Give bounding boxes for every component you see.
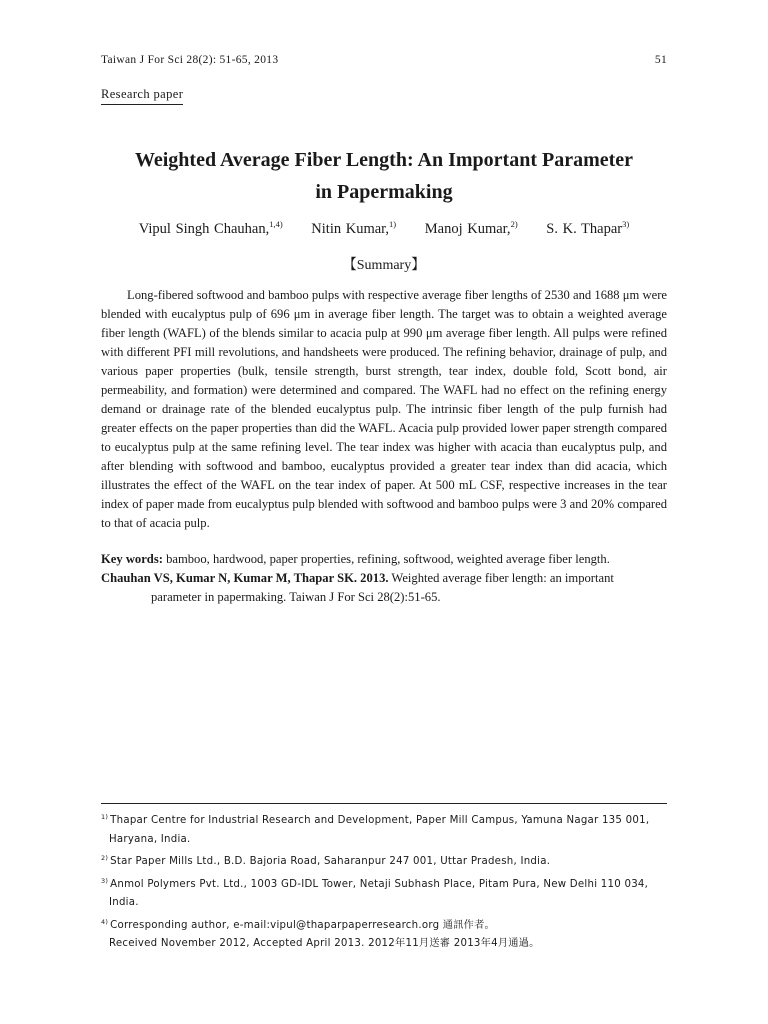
author-name: Nitin Kumar, [311, 221, 390, 237]
author-list [100, 219, 668, 238]
footnote-mark: 1) [101, 813, 109, 821]
author-affiliation-mark: 2) [510, 219, 518, 229]
keywords-line [101, 550, 667, 569]
received-accepted-note [101, 935, 667, 954]
article-type-label: Research paper [101, 87, 183, 105]
author-name: S. K. Thapar [546, 221, 623, 237]
footnote-text: Corresponding author, e-mail:vipul@thaparpaperresearch.org 通訊作者。 [110, 919, 495, 931]
keywords-label: Key words: [101, 552, 163, 566]
journal-citation: Taiwan J For Sci 28(2): 51-65, 2013 [101, 54, 279, 66]
citation-text: Weighted average fiber length: an important parameter in papermaking. Taiwan J For Sci 28(2):51-65. [151, 571, 614, 604]
author-4 [546, 221, 629, 237]
title-line-1: Weighted Average Fiber Length: An Important Parameter [134, 149, 634, 171]
paper-title [100, 144, 668, 208]
footnote-text: Received November 2012, Accepted April 2013. 2012年11月送審 2013年4月通過。 [109, 938, 540, 949]
author-1 [139, 221, 283, 237]
keywords-text: bamboo, hardwood, paper properties, refining, softwood, weighted average fiber length. [162, 552, 610, 566]
footnote-1 [101, 808, 667, 849]
citation-authors: Chauhan VS, Kumar N, Kumar M, Thapar SK. 2013. [101, 571, 389, 585]
footnote-2 [101, 849, 667, 872]
footnote-text: Anmol Polymers Pvt. Ltd., 1003 GD-IDL Tower, Netaji Subhash Place, Pitam Pura, New Delhi 110 034, India. [109, 878, 649, 908]
footnote-text: Star Paper Mills Ltd., B.D. Bajoria Road, Saharanpur 247 001, Uttar Pradesh, India. [110, 856, 551, 867]
footnote-4 [101, 913, 667, 936]
author-affiliation-mark: 3) [622, 219, 630, 229]
title-line-2: in Papermaking [315, 181, 453, 203]
footnote-mark: 3) [101, 876, 109, 885]
author-2 [311, 221, 396, 237]
author-affiliation-mark: 1) [389, 219, 397, 229]
footnotes [101, 808, 667, 954]
footnote-text: Thapar Centre for Industrial Research and Development, Paper Mill Campus, Yamuna Nagar 135 001, Haryana, India. [109, 815, 650, 845]
footnote-mark: 2) [101, 854, 109, 862]
page-number: 51 [654, 54, 667, 66]
author-3 [425, 221, 518, 237]
running-header [101, 54, 667, 70]
abstract-text: Long-fibered softwood and bamboo pulps with respective average fiber lengths of 2530 and 1688 μm were blended with eucalyptus pulp of 696 μm in average fiber length. The target was to obtain a weighted average fiber length (WAFL) of the blends similar to acacia pulp at 990 μm average fiber length. All pulps were refined with different PFI mill revolutions, and handsheets were produced. The refining behavior, drainage of pulp, and various paper properties (bulk, tensile strength, burst strength, tear index, double fold, Scott bond, air permeability, and formation) were determined and compared. The WAFL had no effect on the refining energy demand or drainage rate of the blended eucalyptus pulp. The intrinsic fiber length of the pulp furnish had greater effects on the paper properties than did the WAFL. Acacia pulp provided lower paper strength compared to eucalyptus pulp at the same refining level. The tear index was higher with acacia than eucalyptus pulp, and after blending with softwood and bamboo, eucalyptus provided a greater tear index than did acacia, which illustrates the effect of the WAFL on the tear index of paper. At 500 mL CSF, respective increases in the tear index of paper made from eucalyptus pulp blended with softwood and bamboo pulps were 3 and 20% compared to that of acacia pulp. [101, 288, 667, 530]
footnote-divider [101, 803, 667, 804]
footnote-3 [101, 872, 667, 913]
summary-heading: 【Summary】 [342, 258, 426, 273]
citation-line [101, 569, 667, 607]
footnote-mark: 4) [101, 917, 109, 926]
author-name: Vipul Singh Chauhan, [138, 221, 270, 237]
abstract-paragraph [101, 286, 667, 533]
author-name: Manoj Kumar, [424, 221, 511, 237]
author-affiliation-mark: 1,4) [269, 219, 283, 229]
